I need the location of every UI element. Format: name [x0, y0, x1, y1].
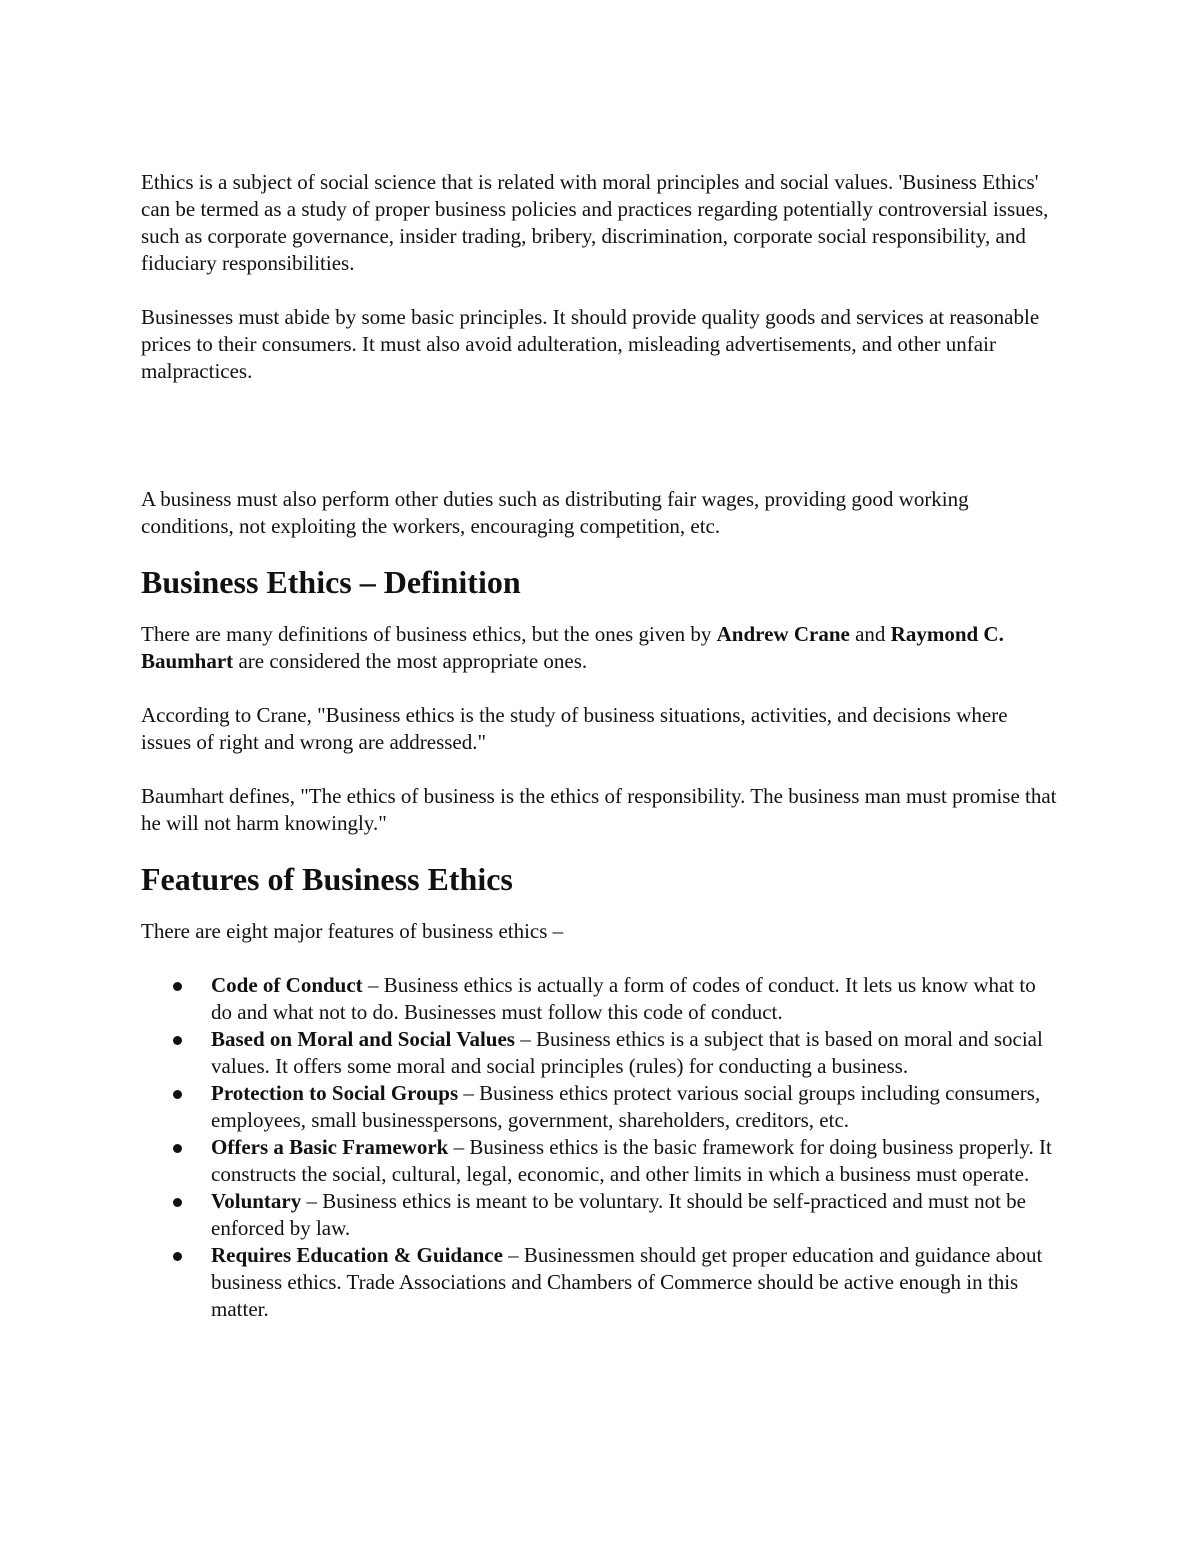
- author-name-crane: Andrew Crane: [716, 622, 850, 646]
- feature-text: – Business ethics protect various social groups including consumers, employees, small businesspersons, government, shareholders, creditors, etc.: [211, 1081, 1041, 1132]
- features-intro: There are eight major features of business ethics –: [141, 919, 564, 943]
- feature-text: – Business ethics is meant to be voluntary. It should be self-practiced and must not be enforced by law.: [211, 1189, 1026, 1240]
- feature-text: – Business ethics is the basic framework for doing business properly. It constructs the social, cultural, legal, economic, and other limits in which a business must operate.: [211, 1135, 1052, 1186]
- intro-paragraph-1: Ethics is a subject of social science that is related with moral principles and social values. 'Business Ethics' can be termed as a study of proper business policies and practices regarding potentially controversial issues, such as corporate governance, insider trading, bribery, discrimination, corporate social responsibility, and fiduciary responsibilities.: [141, 170, 1049, 275]
- feature-title: Code of Conduct: [211, 973, 363, 997]
- feature-title: Voluntary: [211, 1189, 302, 1213]
- feature-title: Requires Education & Guidance: [211, 1243, 503, 1267]
- intro-paragraph-2: Businesses must abide by some basic principles. It should provide quality goods and services at reasonable prices to their consumers. It must also avoid adulteration, misleading advertisements, and other unfair malpractices.: [141, 305, 1040, 383]
- list-item: [211, 972, 1061, 1026]
- list-item: [211, 1242, 1061, 1323]
- list-item: [211, 1134, 1061, 1188]
- definition-text-after: are considered the most appropriate ones.: [233, 649, 588, 673]
- feature-text: – Business ethics is a subject that is based on moral and social values. It offers some moral and social principles (rules) for conducting a business.: [211, 1027, 1043, 1078]
- bullet-icon: [173, 1198, 182, 1207]
- list-item: [211, 1080, 1061, 1134]
- author-name-baumhart: Raymond C. Baumhart: [141, 622, 1004, 673]
- feature-text: – Businessmen should get proper education and guidance about business ethics. Trade Associations and Chambers of Commerce should be active enough in this matter.: [211, 1243, 1043, 1321]
- features-list: [141, 972, 1061, 1323]
- bullet-icon: [173, 1144, 182, 1153]
- bullet-icon: [173, 1252, 182, 1261]
- feature-title: Protection to Social Groups: [211, 1081, 459, 1105]
- features-heading: Features of Business Ethics: [141, 861, 513, 897]
- definition-text-mid: and: [849, 622, 891, 646]
- list-item: [211, 1188, 1061, 1242]
- bullet-icon: [173, 1036, 182, 1045]
- definition-paragraph-3: Baumhart defines, "The ethics of business is the ethics of responsibility. The business man must promise that he will not harm knowingly.": [141, 784, 1057, 835]
- definition-paragraph-2: According to Crane, "Business ethics is the study of business situations, activities, and decisions where issues of right and wrong are addressed.": [141, 703, 1008, 754]
- list-item: [211, 1026, 1061, 1080]
- feature-title: Based on Moral and Social Values: [211, 1027, 515, 1051]
- document-body: [141, 169, 1061, 1323]
- bullet-icon: [173, 982, 182, 991]
- intro-paragraph-3: A business must also perform other duties such as distributing fair wages, providing good working conditions, not exploiting the workers, encouraging competition, etc.: [141, 487, 969, 538]
- definition-text-before: There are many definitions of business ethics, but the ones given by: [141, 622, 717, 646]
- definition-paragraph-1: [141, 621, 1061, 675]
- feature-text: – Business ethics is actually a form of codes of conduct. It lets us know what to do and what not to do. Businesses must follow this code of conduct.: [211, 973, 1036, 1024]
- definition-heading: Business Ethics – Definition: [141, 564, 521, 600]
- bullet-icon: [173, 1090, 182, 1099]
- feature-title: Offers a Basic Framework: [211, 1135, 449, 1159]
